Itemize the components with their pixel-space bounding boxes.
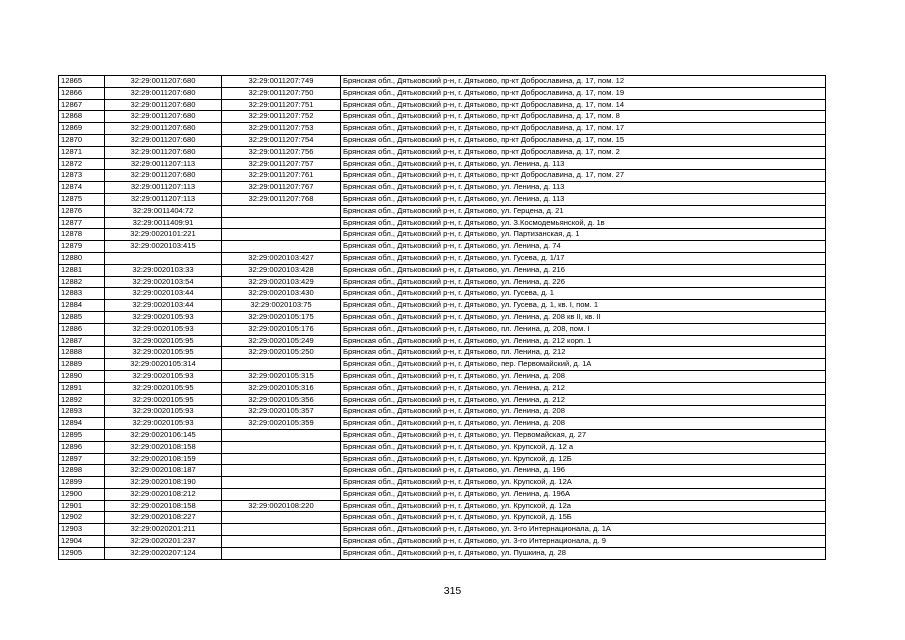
parent-cadastral-number-cell: 32:29:0011207:113 [105,182,222,194]
cadastral-number-cell: 32:29:0011207:756 [222,146,341,158]
address-cell: Брянская обл., Дятьковский р-н, г. Дятьково, ул. Ленина, д. 196А [341,488,826,500]
parent-cadastral-number-cell: 32:29:0011207:680 [105,170,222,182]
parent-cadastral-number-cell: 32:29:0011207:680 [105,76,222,88]
row-number-cell: 12890 [59,370,105,382]
row-number-cell: 12869 [59,123,105,135]
cadastral-number-cell: 32:29:0020108:220 [222,500,341,512]
address-cell: Брянская обл., Дятьковский р-н, г. Дятьково, пр-кт Доброславина, д. 17, пом. 12 [341,76,826,88]
row-number-cell: 12889 [59,359,105,371]
table-row [59,276,826,288]
parent-cadastral-number-cell: 32:29:0011207:680 [105,123,222,135]
address-cell: Брянская обл., Дятьковский р-н, г. Дятьково, ул. Ленина, д. 74 [341,241,826,253]
parent-cadastral-number-cell: 32:29:0020108:158 [105,441,222,453]
table-row [59,477,826,489]
cadastral-number-cell: 32:29:0011207:767 [222,182,341,194]
table-row [59,536,826,548]
parent-cadastral-number-cell: 32:29:0020103:44 [105,288,222,300]
table-row [59,500,826,512]
table-row [59,170,826,182]
row-number-cell: 12897 [59,453,105,465]
cadastral-number-cell: 32:29:0011207:757 [222,158,341,170]
row-number-cell: 12876 [59,205,105,217]
address-cell: Брянская обл., Дятьковский р-н, г. Дятьково, ул. 3-го Интернационала, д. 1А [341,524,826,536]
cadastral-number-cell: 32:29:0020105:357 [222,406,341,418]
parent-cadastral-number-cell: 32:29:0020103:415 [105,241,222,253]
table-row [59,288,826,300]
table-row [59,406,826,418]
row-number-cell: 12894 [59,418,105,430]
address-cell: Брянская обл., Дятьковский р-н, г. Дятьково, ул. Ленина, д. 208 [341,418,826,430]
table-row [59,347,826,359]
row-number-cell: 12899 [59,477,105,489]
row-number-cell: 12877 [59,217,105,229]
parent-cadastral-number-cell: 32:29:0020105:95 [105,394,222,406]
parent-cadastral-number-cell: 32:29:0020108:227 [105,512,222,524]
parent-cadastral-number-cell: 32:29:0020201:211 [105,524,222,536]
cadastral-number-cell: 32:29:0020105:316 [222,382,341,394]
row-number-cell: 12898 [59,465,105,477]
address-cell: Брянская обл., Дятьковский р-н, г. Дятьково, пр-кт Доброславина, д. 17, пом. 17 [341,123,826,135]
table-row [59,241,826,253]
cadastral-number-cell [222,229,341,241]
address-cell: Брянская обл., Дятьковский р-н, г. Дятьково, ул. Первомайская, д. 27 [341,429,826,441]
row-number-cell: 12878 [59,229,105,241]
cadastral-number-cell: 32:29:0011207:752 [222,111,341,123]
address-cell: Брянская обл., Дятьковский р-н, г. Дятьково, ул. Крупской, д. 12 а [341,441,826,453]
parent-cadastral-number-cell: 32:29:0020106:145 [105,429,222,441]
table-row [59,193,826,205]
table-row [59,87,826,99]
row-number-cell: 12881 [59,264,105,276]
row-number-cell: 12905 [59,547,105,559]
cadastral-number-cell: 32:29:0020105:175 [222,311,341,323]
cadastral-number-cell [222,477,341,489]
cadastral-number-cell: 32:29:0011207:753 [222,123,341,135]
parent-cadastral-number-cell: 32:29:0011207:680 [105,111,222,123]
address-cell: Брянская обл., Дятьковский р-н, г. Дятьково, ул. Пушкина, д. 28 [341,547,826,559]
row-number-cell: 12901 [59,500,105,512]
cadastral-number-cell [222,547,341,559]
row-number-cell: 12895 [59,429,105,441]
cadastral-number-cell: 32:29:0011207:751 [222,99,341,111]
cadastral-number-cell [222,536,341,548]
address-cell: Брянская обл., Дятьковский р-н, г. Дятьково, ул. Ленина, д. 212 корп. 1 [341,335,826,347]
address-cell: Брянская обл., Дятьковский р-н, г. Дятьково, ул. Гусева, д. 1, кв. I, пом. 1 [341,300,826,312]
table-row [59,335,826,347]
table-row [59,134,826,146]
table-row [59,512,826,524]
address-cell: Брянская обл., Дятьковский р-н, г. Дятьково, ул. Гусева, д. 1 [341,288,826,300]
address-cell: Брянская обл., Дятьковский р-н, г. Дятьково, пер. Первомайский, д. 1А [341,359,826,371]
address-cell: Брянская обл., Дятьковский р-н, г. Дятьково, ул. Ленина, д. 208 кв II, кв. II [341,311,826,323]
address-cell: Брянская обл., Дятьковский р-н, г. Дятьково, ул. Ленина, д. 208 [341,406,826,418]
parent-cadastral-number-cell: 32:29:0011207:680 [105,134,222,146]
table-row [59,205,826,217]
parent-cadastral-number-cell: 32:29:0020108:190 [105,477,222,489]
table-row [59,465,826,477]
cadastral-number-cell: 32:29:0020103:429 [222,276,341,288]
parent-cadastral-number-cell: 32:29:0020105:95 [105,382,222,394]
address-cell: Брянская обл., Дятьковский р-н, г. Дятьково, ул. Крупской, д. 12а [341,500,826,512]
table-row [59,158,826,170]
parent-cadastral-number-cell: 32:29:0020103:54 [105,276,222,288]
table-row [59,300,826,312]
parent-cadastral-number-cell: 32:29:0020105:93 [105,370,222,382]
parent-cadastral-number-cell: 32:29:0011207:680 [105,146,222,158]
cadastral-number-cell: 32:29:0011207:768 [222,193,341,205]
parent-cadastral-number-cell: 32:29:0020201:237 [105,536,222,548]
table-row [59,370,826,382]
cadastral-number-cell: 32:29:0020105:315 [222,370,341,382]
cadastral-number-cell [222,359,341,371]
address-cell: Брянская обл., Дятьковский р-н, г. Дятьково, ул. Ленина, д. 113 [341,158,826,170]
table-row [59,524,826,536]
table-row [59,453,826,465]
parent-cadastral-number-cell: 32:29:0020105:93 [105,323,222,335]
row-number-cell: 12886 [59,323,105,335]
cadastral-number-cell [222,217,341,229]
parent-cadastral-number-cell: 32:29:0011409:91 [105,217,222,229]
address-cell: Брянская обл., Дятьковский р-н, г. Дятьково, ул. Ленина, д. 208 [341,370,826,382]
address-cell: Брянская обл., Дятьковский р-н, г. Дятьково, ул. Ленина, д. 212 [341,394,826,406]
row-number-cell: 12883 [59,288,105,300]
table-row [59,323,826,335]
cadastral-number-cell: 32:29:0020105:359 [222,418,341,430]
cadastral-number-cell [222,453,341,465]
cadastral-number-cell [222,524,341,536]
row-number-cell: 12880 [59,252,105,264]
table-row [59,488,826,500]
table-row [59,264,826,276]
table-row [59,146,826,158]
parent-cadastral-number-cell: 32:29:0020108:159 [105,453,222,465]
address-cell: Брянская обл., Дятьковский р-н, г. Дятьково, пл. Ленина, д. 212 [341,347,826,359]
address-cell: Брянская обл., Дятьковский р-н, г. Дятьково, пр-кт Доброславина, д. 17, пом. 2 [341,146,826,158]
cadastral-number-cell: 32:29:0011207:761 [222,170,341,182]
table-row [59,111,826,123]
parent-cadastral-number-cell: 32:29:0011207:113 [105,193,222,205]
cadastral-number-cell: 32:29:0020103:430 [222,288,341,300]
table-row [59,123,826,135]
table-row [59,394,826,406]
parent-cadastral-number-cell: 32:29:0020108:187 [105,465,222,477]
table-row [59,99,826,111]
cadastral-number-cell [222,488,341,500]
parent-cadastral-number-cell: 32:29:0011207:113 [105,158,222,170]
parent-cadastral-number-cell: 32:29:0020207:124 [105,547,222,559]
table-row [59,382,826,394]
address-cell: Брянская обл., Дятьковский р-н, г. Дятьково, ул. 3-го Интернационала, д. 9 [341,536,826,548]
address-cell: Брянская обл., Дятьковский р-н, г. Дятьково, ул. Гусева, д. 1/17 [341,252,826,264]
address-cell: Брянская обл., Дятьковский р-н, г. Дятьково, ул. Ленина, д. 196 [341,465,826,477]
parent-cadastral-number-cell: 32:29:0020108:158 [105,500,222,512]
address-cell: Брянская обл., Дятьковский р-н, г. Дятьково, пр-кт Доброславина, д. 17, пом. 15 [341,134,826,146]
cadastral-number-cell: 32:29:0011207:749 [222,76,341,88]
row-number-cell: 12888 [59,347,105,359]
address-cell: Брянская обл., Дятьковский р-н, г. Дятьково, ул. Ленина, д. 113 [341,182,826,194]
row-number-cell: 12874 [59,182,105,194]
address-cell: Брянская обл., Дятьковский р-н, г. Дятьково, ул. Герцена, д. 21 [341,205,826,217]
parent-cadastral-number-cell: 32:29:0020105:314 [105,359,222,371]
address-cell: Брянская обл., Дятьковский р-н, г. Дятьково, ул. З.Космодемьянской, д. 1в [341,217,826,229]
row-number-cell: 12903 [59,524,105,536]
row-number-cell: 12885 [59,311,105,323]
address-cell: Брянская обл., Дятьковский р-н, г. Дятьково, ул. Ленина, д. 226 [341,276,826,288]
row-number-cell: 12879 [59,241,105,253]
address-cell: Брянская обл., Дятьковский р-н, г. Дятьково, ул. Крупской, д. 12А [341,477,826,489]
address-cell: Брянская обл., Дятьковский р-н, г. Дятьково, ул. Ленина, д. 212 [341,382,826,394]
table-row [59,182,826,194]
parent-cadastral-number-cell [105,252,222,264]
cadastral-number-cell: 32:29:0020105:250 [222,347,341,359]
parent-cadastral-number-cell: 32:29:0011207:680 [105,87,222,99]
parent-cadastral-number-cell: 32:29:0020105:95 [105,347,222,359]
row-number-cell: 12866 [59,87,105,99]
row-number-cell: 12893 [59,406,105,418]
row-number-cell: 12884 [59,300,105,312]
parent-cadastral-number-cell: 32:29:0020105:95 [105,335,222,347]
address-cell: Брянская обл., Дятьковский р-н, г. Дятьково, пр-кт Доброславина, д. 17, пом. 27 [341,170,826,182]
table-row [59,359,826,371]
cadastral-number-cell [222,512,341,524]
row-number-cell: 12873 [59,170,105,182]
cadastral-number-cell: 32:29:0020103:427 [222,252,341,264]
row-number-cell: 12870 [59,134,105,146]
address-cell: Брянская обл., Дятьковский р-н, г. Дятьково, ул. Крупской, д. 12Б [341,453,826,465]
table-row [59,429,826,441]
table-row [59,229,826,241]
cadastral-number-cell: 32:29:0020105:249 [222,335,341,347]
cadastral-number-cell [222,441,341,453]
row-number-cell: 12882 [59,276,105,288]
address-cell: Брянская обл., Дятьковский р-н, г. Дятьково, пл. Ленина, д. 208, пом. I [341,323,826,335]
row-number-cell: 12900 [59,488,105,500]
row-number-cell: 12872 [59,158,105,170]
row-number-cell: 12891 [59,382,105,394]
table-row [59,311,826,323]
row-number-cell: 12875 [59,193,105,205]
parent-cadastral-number-cell: 32:29:0020105:93 [105,406,222,418]
parent-cadastral-number-cell: 32:29:0011207:680 [105,99,222,111]
table-row [59,217,826,229]
cadastral-number-cell: 32:29:0020103:428 [222,264,341,276]
row-number-cell: 12904 [59,536,105,548]
parent-cadastral-number-cell: 32:29:0020105:93 [105,311,222,323]
page-number: 315 [443,585,462,597]
table-row [59,418,826,430]
registry-table-body [59,76,826,560]
row-number-cell: 12868 [59,111,105,123]
table-row [59,252,826,264]
parent-cadastral-number-cell: 32:29:0020103:33 [105,264,222,276]
cadastral-number-cell: 32:29:0020103:75 [222,300,341,312]
cadastral-number-cell: 32:29:0020105:356 [222,394,341,406]
address-cell: Брянская обл., Дятьковский р-н, г. Дятьково, пр-кт Доброславина, д. 17, пом. 8 [341,111,826,123]
parent-cadastral-number-cell: 32:29:0011404:72 [105,205,222,217]
row-number-cell: 12871 [59,146,105,158]
parent-cadastral-number-cell: 32:29:0020105:93 [105,418,222,430]
table-row [59,547,826,559]
address-cell: Брянская обл., Дятьковский р-н, г. Дятьково, ул. Крупской, д. 15Б [341,512,826,524]
address-cell: Брянская обл., Дятьковский р-н, г. Дятьково, пр-кт Доброславина, д. 17, пом. 19 [341,87,826,99]
parent-cadastral-number-cell: 32:29:0020108:212 [105,488,222,500]
cadastral-number-cell: 32:29:0011207:754 [222,134,341,146]
cadastral-number-cell [222,465,341,477]
row-number-cell: 12902 [59,512,105,524]
table-row [59,441,826,453]
cadastral-number-cell: 32:29:0011207:750 [222,87,341,99]
address-cell: Брянская обл., Дятьковский р-н, г. Дятьково, ул. Партизанская, д. 1 [341,229,826,241]
row-number-cell: 12865 [59,76,105,88]
address-cell: Брянская обл., Дятьковский р-н, г. Дятьково, ул. Ленина, д. 113 [341,193,826,205]
parent-cadastral-number-cell: 32:29:0020103:44 [105,300,222,312]
row-number-cell: 12896 [59,441,105,453]
table-row [59,76,826,88]
row-number-cell: 12867 [59,99,105,111]
address-cell: Брянская обл., Дятьковский р-н, г. Дятьково, ул. Ленина, д. 216 [341,264,826,276]
row-number-cell: 12892 [59,394,105,406]
cadastral-number-cell: 32:29:0020105:176 [222,323,341,335]
parent-cadastral-number-cell: 32:29:0020101:221 [105,229,222,241]
cadastral-number-cell [222,241,341,253]
cadastral-number-cell [222,429,341,441]
cadastral-number-cell [222,205,341,217]
registry-table [58,75,826,560]
row-number-cell: 12887 [59,335,105,347]
address-cell: Брянская обл., Дятьковский р-н, г. Дятьково, пр-кт Доброславина, д. 17, пом. 14 [341,99,826,111]
